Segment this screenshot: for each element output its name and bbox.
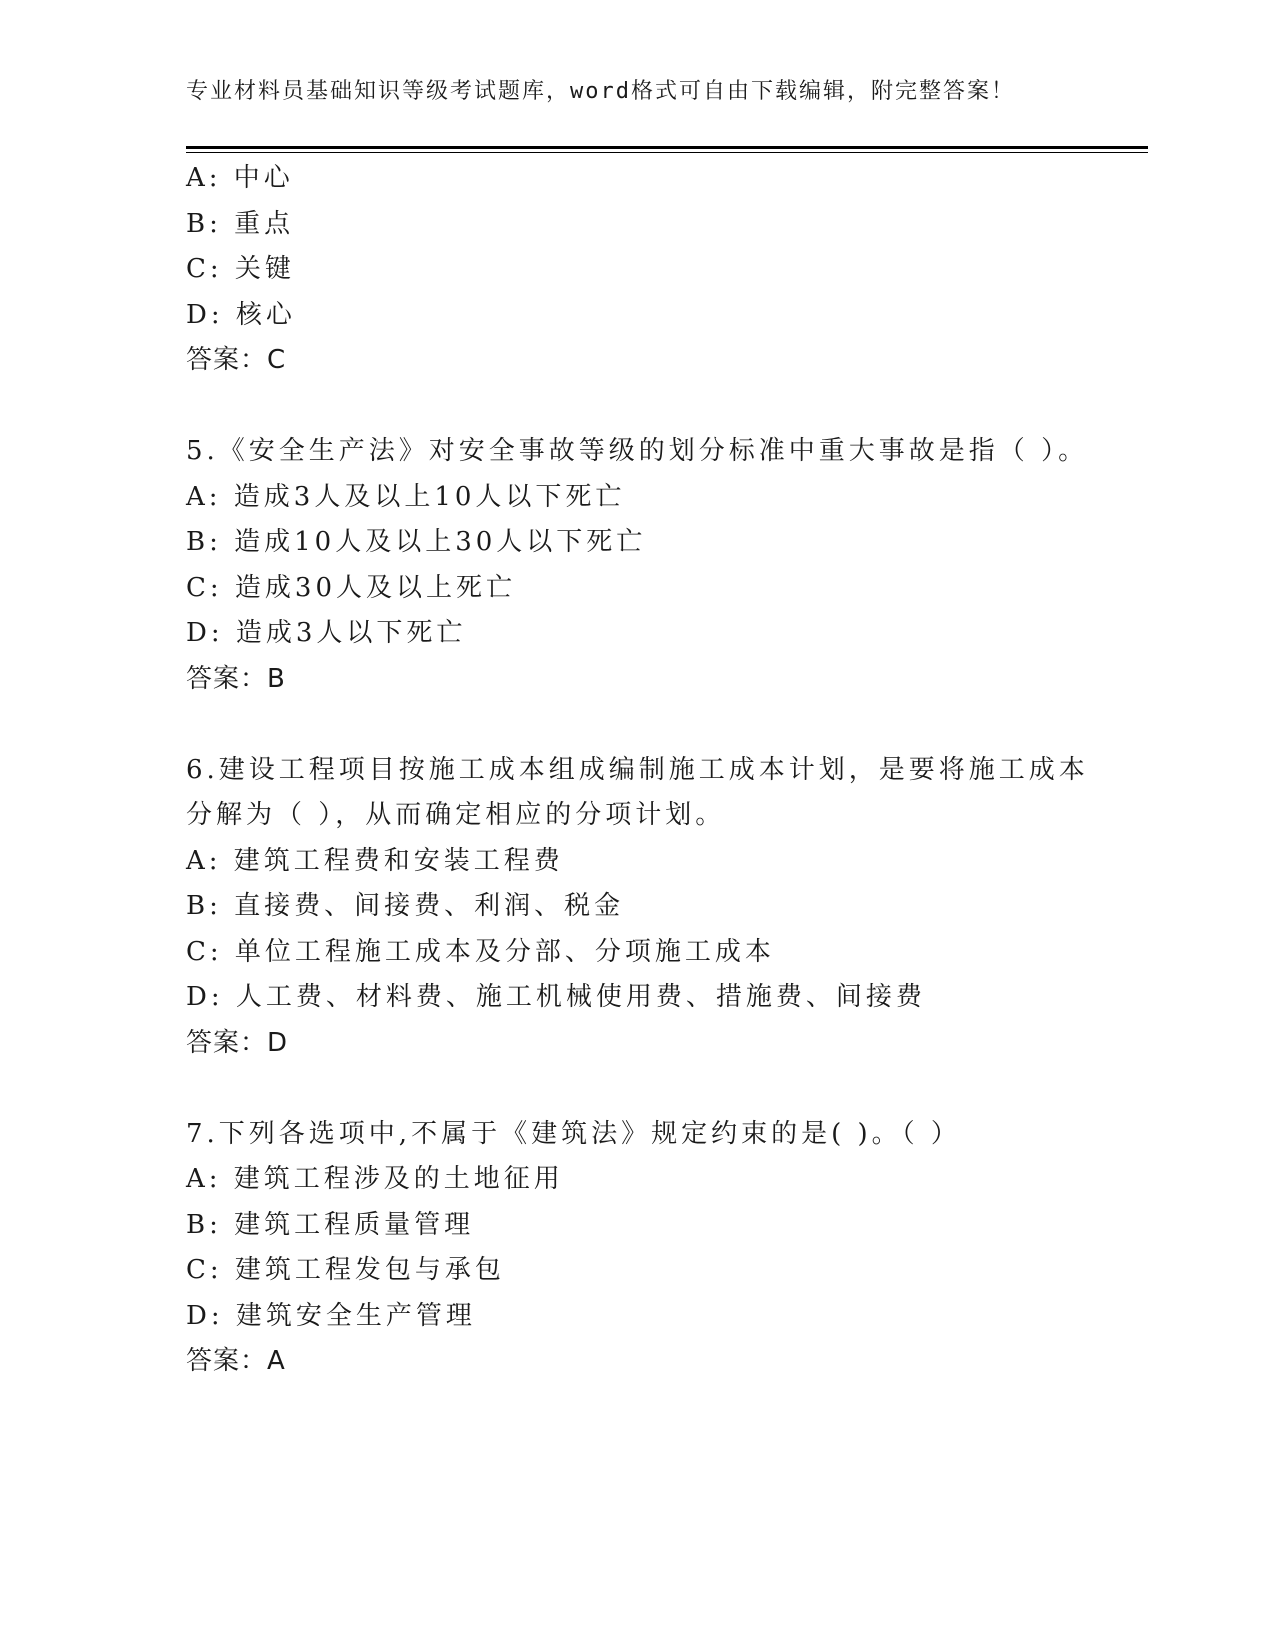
question-text: 5.《安全生产法》对安全事故等级的划分标准中重大事故是指（ ）。 <box>186 436 1089 466</box>
option-c: C: 建筑工程发包与承包 <box>186 1255 505 1285</box>
question-block <box>186 156 1086 384</box>
question-list <box>186 156 1089 1385</box>
question-block <box>186 1112 1086 1385</box>
answer-line: 答案：C <box>186 345 287 375</box>
option-d: D: 核心 <box>186 299 296 330</box>
option-d: D: 人工费、材料费、施工机械使用费、措施费、间接费 <box>186 982 926 1012</box>
question-text: 7.下列各选项中,不属于《建筑法》规定约束的是( )。（ ） <box>186 1118 961 1149</box>
option-b: B: 造成10人及以上30人以下死亡 <box>186 527 647 557</box>
option-c: C: 造成30人及以上死亡 <box>186 572 517 603</box>
option-d: D: 建筑安全生产管理 <box>186 1300 476 1331</box>
option-c: C: 关键 <box>186 254 295 284</box>
question-block <box>186 748 1089 1067</box>
option-a: A: 造成3人及以上10人以下死亡 <box>186 481 626 512</box>
header-rule-thick <box>186 146 1148 149</box>
option-d: D: 造成3人以下死亡 <box>186 618 467 648</box>
page-header: 专业材料员基础知识等级考试题库，word格式可自由下载编辑，附完整答案！ <box>186 79 1015 104</box>
answer-line: 答案：D <box>186 1027 289 1058</box>
option-c: C: 单位工程施工成本及分部、分项施工成本 <box>186 936 775 967</box>
question-text: 6.建设工程项目按施工成本组成编制施工成本计划，是要将施工成本 <box>186 754 1089 785</box>
option-b: B: 建筑工程质量管理 <box>186 1209 475 1240</box>
option-a: A: 建筑工程涉及的土地征用 <box>186 1164 564 1194</box>
answer-line: 答案：B <box>186 663 286 694</box>
question-text-continued: 分解为（ ），从而确定相应的分项计划。 <box>186 800 726 830</box>
answer-line: 答案：A <box>186 1346 286 1376</box>
option-a: A: 中心 <box>186 163 294 193</box>
option-a: A: 建筑工程费和安装工程费 <box>186 845 564 876</box>
option-b: B: 直接费、间接费、利润、税金 <box>186 891 625 921</box>
question-block <box>186 429 1089 702</box>
header-rule-thin <box>186 152 1148 153</box>
option-b: B: 重点 <box>186 208 295 239</box>
